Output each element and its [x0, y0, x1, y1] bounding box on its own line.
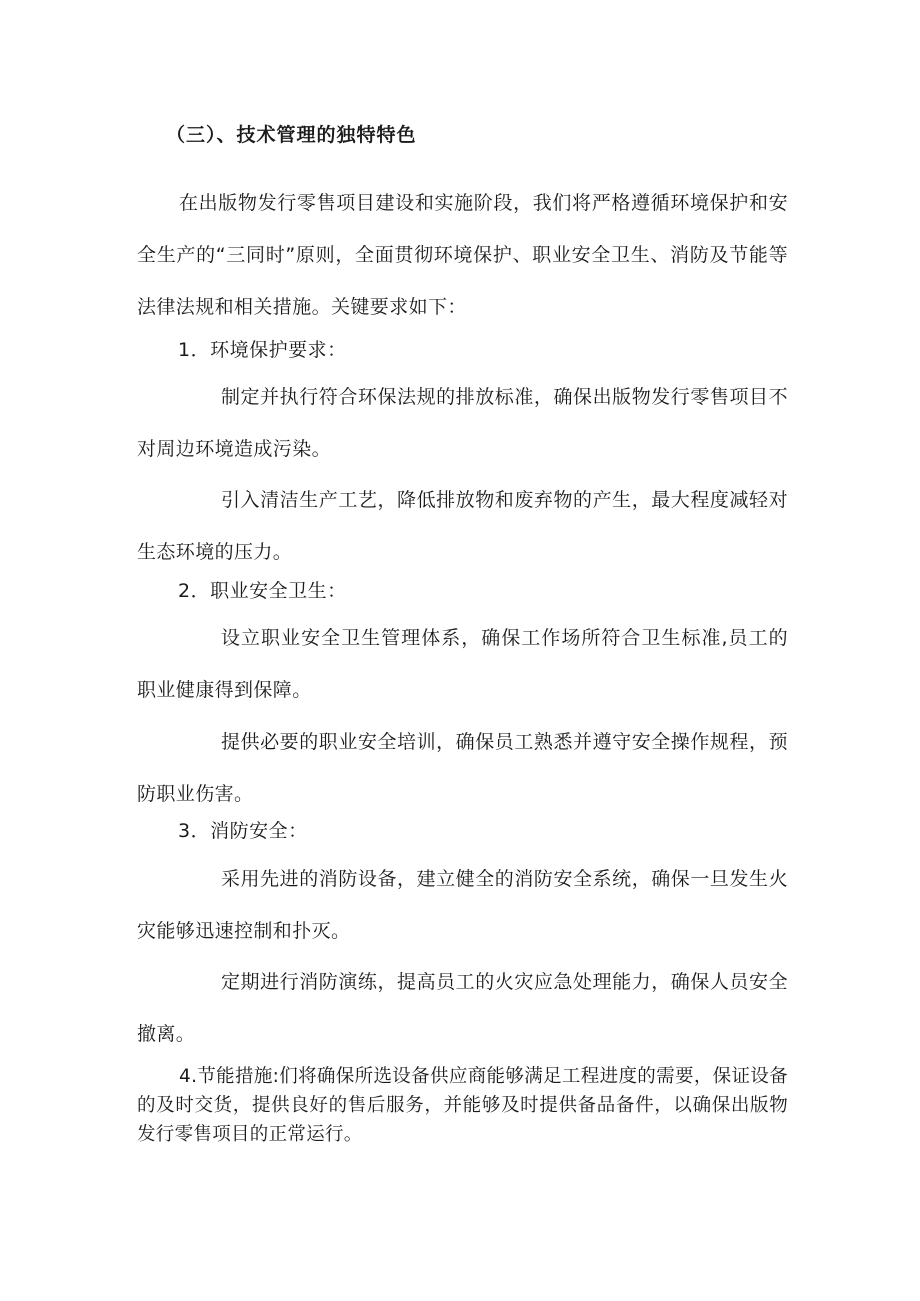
section-title-environment: 1．环境保护要求： [178, 339, 347, 361]
occupational-paragraph-2: 提供必要的职业安全培训，确保员工熟悉并遵守安全操作规程，预防职业伤害。 [137, 731, 788, 805]
energy-saving-paragraph: 4.节能措施:们将确保所选设备供应商能够满足工程进度的需要，保证设备的及时交货，提供良好的售后服务，并能够及时提供备品备件，以确保出版物发行零售项目的正常运行。 [137, 1066, 788, 1145]
occupational-paragraph-1: 设立职业安全卫生管理体系，确保工作场所符合卫生标准,员工的职业健康得到保障。 [137, 627, 788, 701]
fire-paragraph-2: 定期进行消防演练，提高员工的火灾应急处理能力，确保人员安全撤离。 [137, 971, 788, 1045]
section-title-occupational-safety: 2．职业安全卫生： [178, 580, 347, 602]
environment-paragraph-2: 引入清洁生产工艺，降低排放物和废弃物的产生，最大程度减轻对生态环境的压力。 [137, 489, 788, 563]
environment-paragraph-1: 制定并执行符合环保法规的排放标准，确保出版物发行零售项目不对周边环境造成污染。 [137, 386, 788, 460]
fire-paragraph-1: 采用先进的消防设备，建立健全的消防安全系统，确保一旦发生火灾能够迅速控制和扑灭。 [137, 868, 788, 942]
intro-paragraph: 在出版物发行零售项目建设和实施阶段，我们将严格遵循环境保护和安全生产的“三同时”原则，全面贯彻环境保护、职业安全卫生、消防及节能等法律法规和相关措施。关键要求如下： [137, 192, 788, 318]
section-heading: （三）、技术管理的独特特色 [166, 124, 417, 146]
section-title-fire-safety: 3．消防安全： [178, 820, 308, 842]
